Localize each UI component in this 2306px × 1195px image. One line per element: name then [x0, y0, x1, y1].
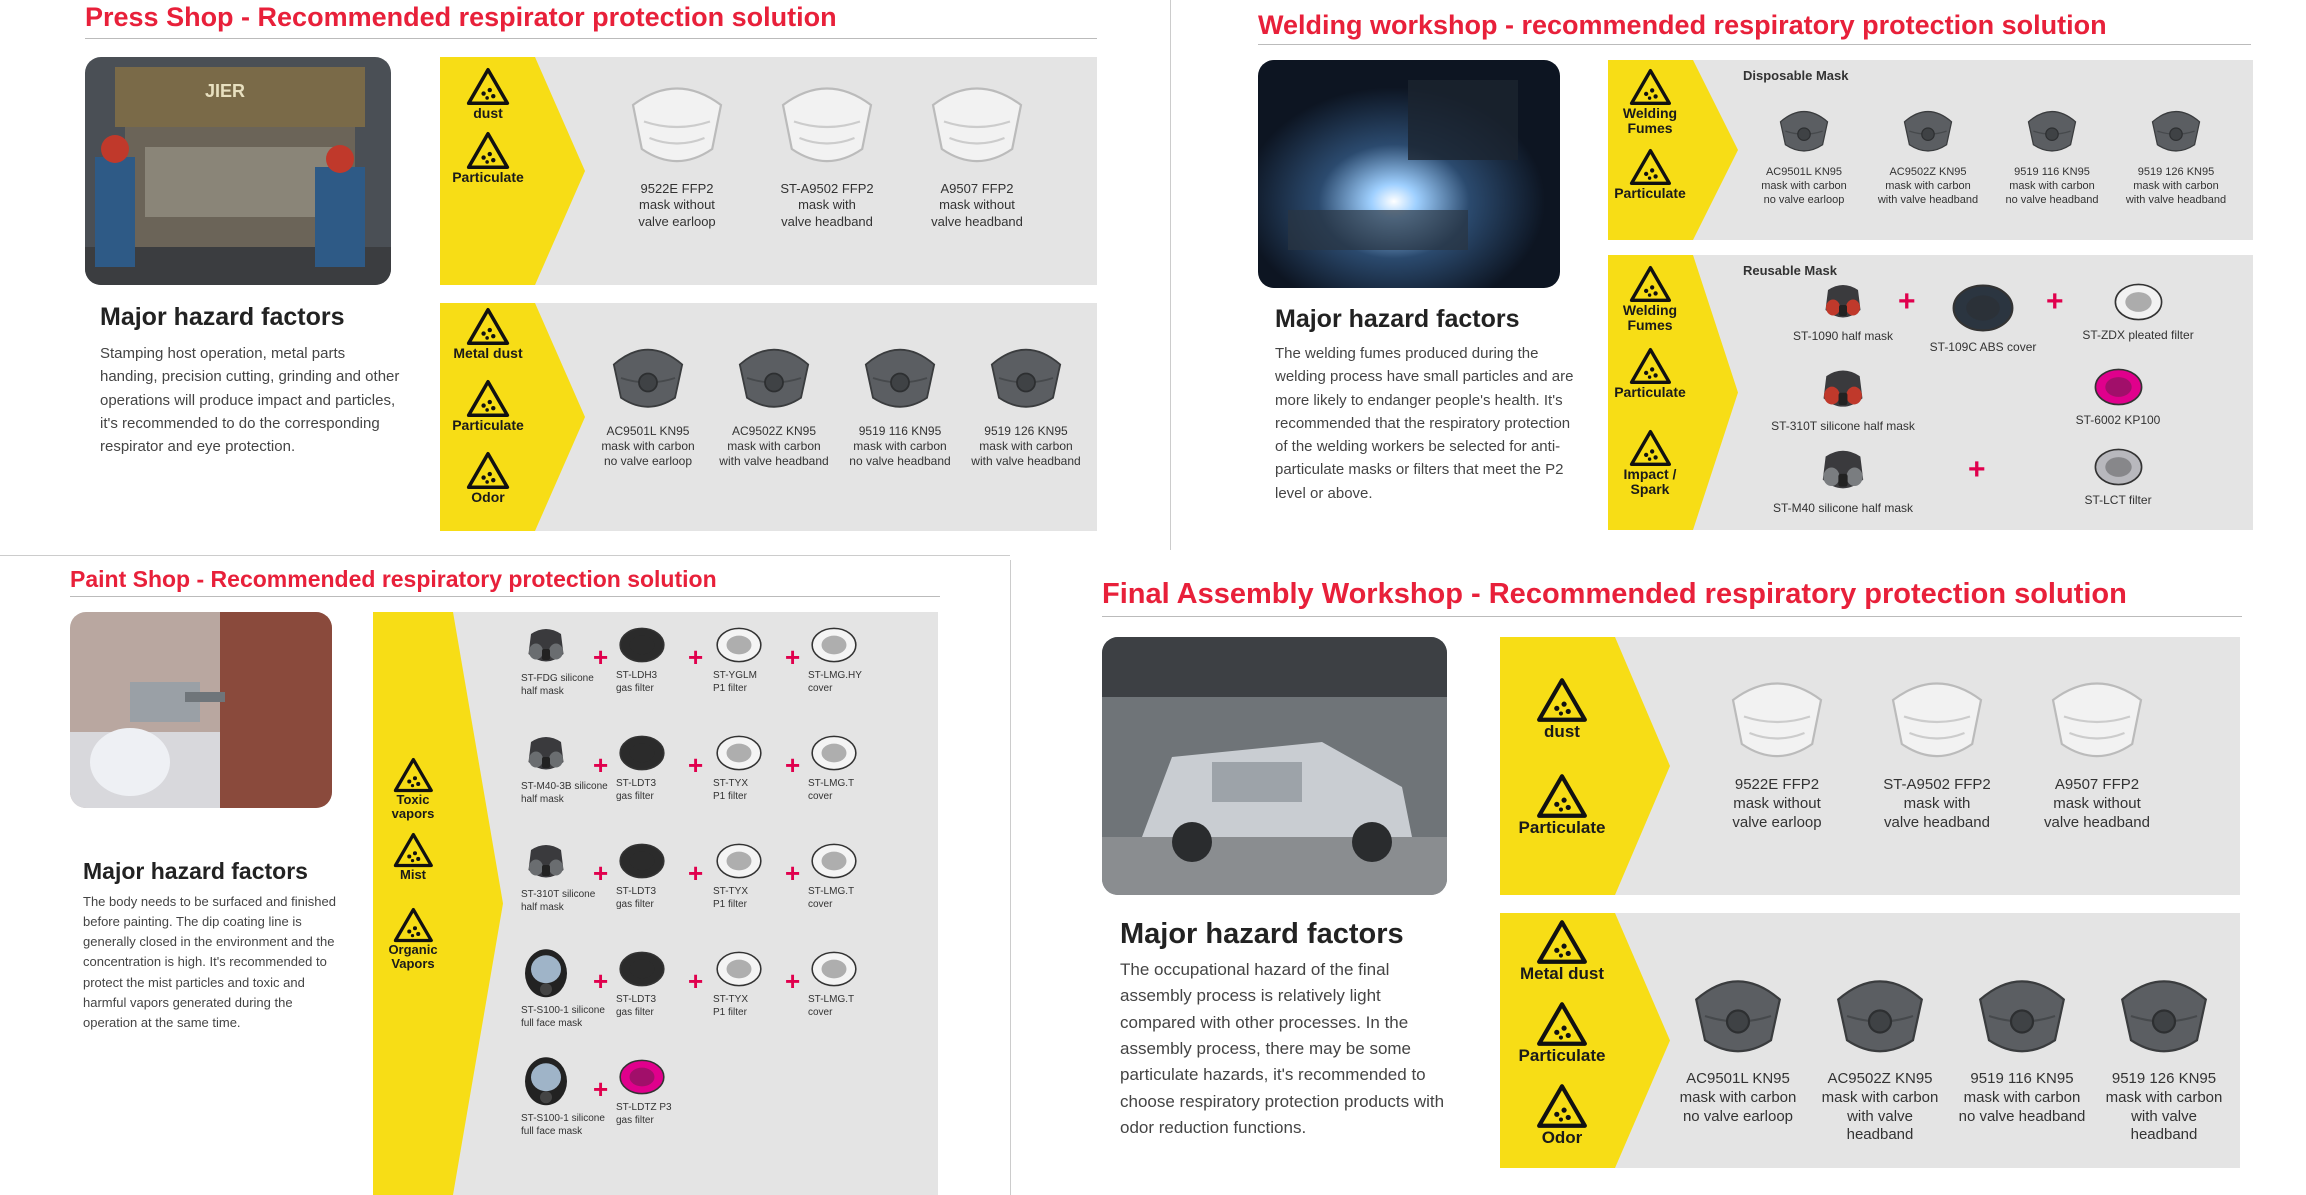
- hazard-item: [376, 907, 450, 972]
- filter-icon: [713, 732, 765, 774]
- product-label: ST-310T silicone half mask: [521, 889, 596, 913]
- hazard-item: [448, 307, 528, 361]
- product-card: [966, 333, 1086, 469]
- paint-major-heading: Major hazard factors: [83, 858, 308, 884]
- product-card: [1869, 100, 1987, 207]
- mask-icon: [855, 333, 945, 414]
- hazard-label: Odor: [1541, 1128, 1583, 1147]
- hazard-triangle-icon: [393, 832, 434, 868]
- hazard-item: [1512, 677, 1612, 742]
- product-label: ST-LMG.T cover: [808, 994, 855, 1018]
- product-card: [2063, 280, 2213, 343]
- welding-title: Welding workshop - recommended respiratory protection solution: [1258, 10, 2107, 40]
- product-label: 9519 116 KN95 mask with carbon no valve headband: [2005, 166, 2099, 206]
- plus-icon: +: [688, 642, 704, 672]
- hazard-triangle-icon: [1629, 347, 1672, 385]
- press-photo-sign: JIER: [205, 81, 246, 101]
- mask-icon: [772, 72, 882, 171]
- product-card: [616, 1056, 708, 1127]
- filter-icon: [808, 732, 860, 774]
- final-panel-1: [1500, 637, 2240, 895]
- product-card: [2096, 961, 2232, 1145]
- product-card: [905, 72, 1049, 230]
- product-card: [808, 840, 900, 911]
- product-label: ST-310T silicone half mask: [1771, 419, 1915, 433]
- welding-reusable-label: Reusable Mask: [1743, 263, 1837, 278]
- hazard-label: Metal dust: [453, 345, 523, 361]
- final-title-rule: [1102, 616, 2242, 617]
- hazard-triangle-icon: [466, 307, 510, 346]
- product-label: ST-YGLM P1 filter: [713, 670, 757, 694]
- hazard-item: [376, 757, 450, 822]
- hazard-triangle-icon: [1536, 919, 1588, 965]
- product-card: [1768, 445, 1918, 516]
- product-card: [1768, 280, 1918, 344]
- hazard-triangle-icon: [466, 67, 510, 106]
- product-card: [840, 333, 960, 469]
- hazard-triangle-icon: [1536, 677, 1588, 723]
- hazard-label: Particulate: [1614, 185, 1686, 201]
- mask-icon: [729, 333, 819, 414]
- product-card: [1745, 100, 1863, 207]
- product-card: [1993, 100, 2111, 207]
- filter-icon: [616, 840, 668, 882]
- half-mask-icon: [1814, 445, 1872, 497]
- hazard-item: [448, 131, 528, 185]
- product-card: [1670, 961, 1806, 1126]
- hazard-label: Particulate: [1614, 384, 1686, 400]
- mask-icon: [1897, 100, 1959, 156]
- hazard-item: [1611, 429, 1689, 498]
- hazard-triangle-icon: [1629, 429, 1672, 467]
- product-label: AC9501L KN95 mask with carbon no valve earloop: [1679, 1070, 1797, 1125]
- paint-title: Paint Shop - Recommended respiratory protection solution: [70, 566, 717, 592]
- plus-icon: +: [688, 750, 704, 780]
- mask-icon: [1967, 961, 2077, 1060]
- plus-icon: +: [688, 966, 704, 996]
- press-panel-1: [440, 57, 1097, 285]
- hazard-item: [1512, 1001, 1612, 1066]
- product-label: ST-S100-1 silicone full face mask: [521, 1113, 605, 1137]
- product-card: [588, 333, 708, 469]
- product-label: ST-TYX P1 filter: [713, 994, 749, 1018]
- mask-icon: [1882, 667, 1992, 766]
- product-label: ST-LDTZ P3 gas filter: [616, 1102, 672, 1126]
- product-card: [808, 732, 900, 803]
- hazard-label: Mist: [400, 867, 426, 882]
- product-label: AC9501L KN95 mask with carbon no valve earloop: [601, 424, 695, 468]
- product-label: AC9501L KN95 mask with carbon no valve earloop: [1761, 166, 1847, 206]
- filter-icon: [2111, 280, 2166, 324]
- product-card: [808, 948, 900, 1019]
- product-card: [714, 333, 834, 469]
- full-face-mask-icon: [521, 948, 571, 1001]
- hazard-triangle-icon: [1536, 1001, 1588, 1047]
- mask-icon: [981, 333, 1071, 414]
- plus-icon: +: [593, 750, 609, 780]
- filter-icon: [713, 948, 765, 990]
- product-label: 9522E FFP2 mask without valve earloop: [638, 181, 716, 229]
- hazard-label: Particulate: [1518, 1046, 1606, 1065]
- product-label: 9519 116 KN95 mask with carbon no valve headband: [1958, 1070, 2086, 1125]
- product-label: ST-LDT3 gas filter: [616, 778, 657, 802]
- welding-disposable-label: Disposable Mask: [1743, 68, 1849, 83]
- plus-icon: +: [1898, 285, 1916, 318]
- full-face-mask-icon: [521, 1056, 571, 1109]
- mask-icon: [1773, 100, 1835, 156]
- product-label: 9519 126 KN95 mask with carbon with valve headband: [2105, 1070, 2223, 1144]
- product-label: ST-S100-1 silicone full face mask: [521, 1005, 605, 1029]
- product-label: AC9502Z KN95 mask with carbon with valve headband: [1877, 166, 1979, 206]
- hazard-label: Toxic vapors: [391, 792, 435, 822]
- plus-icon: +: [785, 642, 801, 672]
- hazard-item: [1512, 1083, 1612, 1148]
- final-title: Final Assembly Workshop - Recommended respiratory protection solution: [1102, 578, 2127, 610]
- product-label: ST-M40 silicone half mask: [1772, 501, 1914, 515]
- filter-icon: [616, 624, 668, 666]
- product-card: [1768, 365, 1918, 434]
- product-label: A9507 FFP2 mask without valve headband: [2044, 776, 2150, 831]
- product-card: [2043, 365, 2193, 428]
- welding-major-heading: Major hazard factors: [1275, 305, 1520, 333]
- hazard-item: [1611, 265, 1689, 334]
- hazard-label: Particulate: [1518, 818, 1606, 837]
- product-label: ST-LCT filter: [2084, 493, 2152, 507]
- mask-icon: [922, 72, 1032, 171]
- welding-panel-1: [1608, 60, 2253, 240]
- product-label: 9522E FFP2 mask without valve earloop: [1732, 776, 1822, 831]
- filter-icon: [808, 624, 860, 666]
- filter-icon: [808, 948, 860, 990]
- welding-description: The welding fumes produced during the welding process have small particles and are more likely to endanger people's health. It's recommended that the respiratory protection of the welding workers be selected for anti-particulate masks or filters that meet the P2 level or above.: [1275, 345, 1574, 502]
- hazard-item: [448, 379, 528, 433]
- half-mask-icon: [521, 624, 571, 669]
- product-label: ST-LMG.T cover: [808, 886, 855, 910]
- paint-description: The body needs to be surfaced and finished before painting. The dip coating line is generally closed in the environment and the concentration is high. It's recommended to protect the mist particles and toxic and harmful vapors generated during the operation at the same time.: [83, 894, 336, 1030]
- product-label: AC9502Z KN95 mask with carbon with valve headband: [1821, 1070, 1939, 1144]
- hazard-item: [1611, 347, 1689, 400]
- hazard-item: [1512, 919, 1612, 984]
- press-major-heading: Major hazard factors: [100, 303, 345, 331]
- welding-title-rule: [1258, 44, 2251, 45]
- product-card: [605, 72, 749, 230]
- hazard-triangle-icon: [1629, 265, 1672, 303]
- press-title-rule: [85, 38, 1097, 39]
- hazard-label: dust: [1544, 722, 1580, 741]
- top-divider: [1170, 0, 1171, 550]
- product-label: AC9502Z KN95 mask with carbon with valve headband: [719, 424, 829, 468]
- product-label: 9519 126 KN95 mask with carbon with valve headband: [2125, 166, 2227, 206]
- product-label: 9519 116 KN95 mask with carbon no valve headband: [849, 424, 951, 468]
- hazard-triangle-icon: [466, 451, 510, 490]
- product-label: ST-FDG silicone half mask: [521, 673, 594, 697]
- product-label: ST-LDT3 gas filter: [616, 994, 657, 1018]
- hazard-label: Welding Fumes: [1622, 302, 1678, 334]
- hazard-label: Odor: [471, 489, 505, 505]
- product-card: [1812, 961, 1948, 1145]
- filter-icon: [713, 840, 765, 882]
- plus-icon: +: [593, 1074, 609, 1104]
- mask-icon: [2145, 100, 2207, 156]
- hazard-triangle-icon: [393, 757, 434, 793]
- product-card: [755, 72, 899, 230]
- product-card: [2043, 445, 2193, 508]
- product-card: [2020, 667, 2174, 832]
- half-mask-icon: [521, 732, 571, 777]
- press-panel-2: [440, 303, 1097, 531]
- product-label: ST-TYX P1 filter: [713, 778, 749, 802]
- hazard-triangle-icon: [466, 379, 510, 418]
- hazard-label: Metal dust: [1519, 964, 1605, 983]
- hazard-label: Particulate: [452, 169, 524, 185]
- product-label: ST-TYX P1 filter: [713, 886, 749, 910]
- final-panel-2: [1500, 913, 2240, 1168]
- mask-icon: [2042, 667, 2152, 766]
- product-label: ST-LMG.T cover: [808, 778, 855, 802]
- product-label: 9519 126 KN95 mask with carbon with valve headband: [971, 424, 1081, 468]
- plus-icon: +: [593, 858, 609, 888]
- press-photo: [85, 57, 391, 285]
- product-card: [2117, 100, 2235, 207]
- welding-photo: [1258, 60, 1560, 288]
- hazard-label: Organic Vapors: [388, 942, 438, 972]
- mask-icon: [1722, 667, 1832, 766]
- hazard-triangle-icon: [1536, 1083, 1588, 1129]
- product-label: A9507 FFP2 mask without valve headband: [931, 181, 1023, 229]
- product-card: [1908, 280, 2058, 355]
- product-label: ST-LMG.HY cover: [808, 670, 862, 694]
- half-mask-icon: [1818, 280, 1868, 325]
- press-description: Stamping host operation, metal parts handing, precision cutting, grinding and other operations will produce impact and particles, it's recommended to do the corresponding respirator and eye protection.: [100, 345, 400, 455]
- product-card: [1954, 961, 2090, 1126]
- product-label: ST-1090 half mask: [1792, 329, 1894, 343]
- filter-icon: [616, 732, 668, 774]
- half-mask-icon: [1815, 365, 1871, 415]
- hazard-item: [376, 832, 450, 882]
- plus-icon: +: [688, 858, 704, 888]
- filter-icon: [1948, 280, 2018, 336]
- plus-icon: +: [785, 858, 801, 888]
- filter-icon: [2091, 445, 2146, 489]
- bottom-divider: [1010, 560, 1011, 1195]
- mask-icon: [2109, 961, 2219, 1060]
- hazard-triangle-icon: [466, 131, 510, 170]
- hazard-item: [1611, 68, 1689, 137]
- product-label: ST-LDH3 gas filter: [616, 670, 658, 694]
- mask-icon: [603, 333, 693, 414]
- product-label: ST-LDT3 gas filter: [616, 886, 657, 910]
- hazard-label: dust: [473, 105, 503, 121]
- middle-divider: [0, 555, 1010, 556]
- filter-icon: [616, 1056, 668, 1098]
- mask-icon: [622, 72, 732, 171]
- plus-icon: +: [2046, 285, 2064, 318]
- product-card: [808, 624, 900, 695]
- hazard-label: Impact / Spark: [1623, 466, 1677, 498]
- final-photo: [1102, 637, 1447, 895]
- plus-icon: +: [785, 966, 801, 996]
- hazard-item: [448, 67, 528, 121]
- final-description: The occupational hazard of the final assembly process is relatively light compared with other processes. In the assembly process, there may be some particulate hazards, it's recommended to choose respiratory protection products with odor reduction functions.: [1120, 960, 1445, 1138]
- mask-icon: [1825, 961, 1935, 1060]
- hazard-item: [1512, 773, 1612, 838]
- filter-icon: [713, 624, 765, 666]
- product-label: ST-A9502 FFP2 mask with valve headband: [780, 181, 874, 229]
- mask-icon: [1683, 961, 1793, 1060]
- plus-icon: +: [593, 642, 609, 672]
- paint-title-rule: [70, 596, 940, 597]
- filter-icon: [616, 948, 668, 990]
- welding-panel-2: [1608, 255, 2253, 530]
- half-mask-icon: [521, 840, 571, 885]
- plus-icon: +: [785, 750, 801, 780]
- product-card: [1700, 667, 1854, 832]
- product-card: [1860, 667, 2014, 832]
- hazard-item: [1611, 148, 1689, 201]
- hazard-item: [448, 451, 528, 505]
- mask-icon: [2021, 100, 2083, 156]
- product-label: ST-6002 KP100: [2075, 413, 2161, 427]
- product-label: ST-M40-3B silicone half mask: [521, 781, 608, 805]
- hazard-triangle-icon: [1536, 773, 1588, 819]
- plus-icon: +: [593, 966, 609, 996]
- filter-icon: [2091, 365, 2146, 409]
- product-label: ST-ZDX pleated filter: [2082, 328, 2194, 342]
- filter-icon: [808, 840, 860, 882]
- hazard-triangle-icon: [1629, 148, 1672, 186]
- product-label: ST-A9502 FFP2 mask with valve headband: [1883, 776, 1991, 831]
- paint-panel: [373, 612, 938, 1195]
- final-major-heading: Major hazard factors: [1120, 918, 1404, 950]
- product-label: ST-109C ABS cover: [1929, 340, 2037, 354]
- hazard-triangle-icon: [1629, 68, 1672, 106]
- hazard-label: Particulate: [452, 417, 524, 433]
- plus-icon: +: [1968, 453, 1986, 486]
- hazard-triangle-icon: [393, 907, 434, 943]
- paint-photo: [70, 612, 332, 808]
- press-title: Press Shop - Recommended respirator protection solution: [85, 2, 837, 32]
- hazard-label: Welding Fumes: [1622, 105, 1678, 137]
